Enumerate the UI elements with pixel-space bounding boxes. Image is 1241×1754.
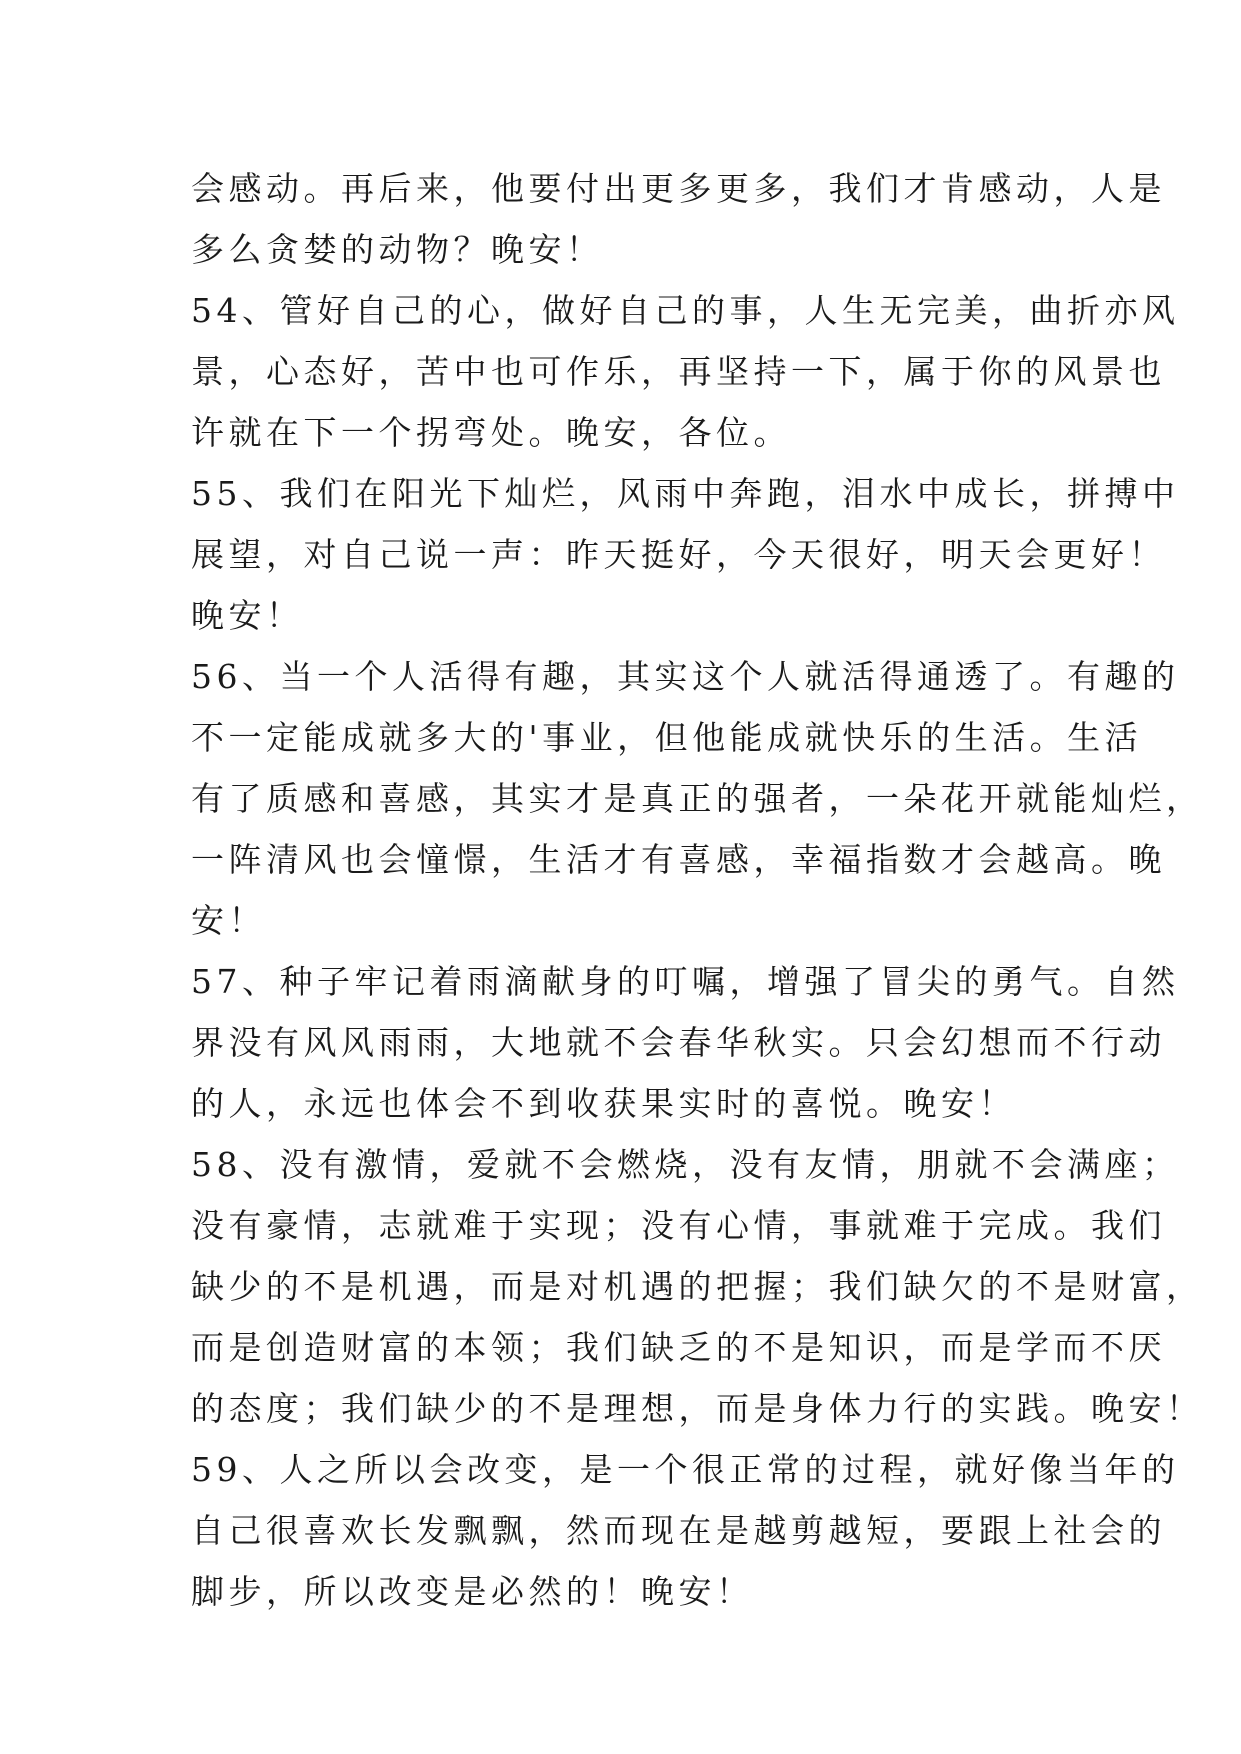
text-line: 多么贪婪的动物？晚安！ (191, 230, 604, 269)
text-line: 安！ (191, 901, 266, 940)
text-line: 的态度；我们缺少的不是理想，而是身体力行的实践。晚安！ (191, 1389, 1204, 1428)
text-line: 的人，永远也体会不到收获果实时的喜悦。晚安！ (191, 1084, 1016, 1123)
text-line: 54、管好自己的心，做好自己的事，人生无完美，曲折亦风 (191, 291, 1180, 330)
text-line: 界没有风风雨雨，大地就不会春华秋实。只会幻想而不行动 (191, 1023, 1166, 1062)
text-line: 57、种子牢记着雨滴献身的叮嘱，增强了冒尖的勇气。自然 (191, 962, 1180, 1001)
text-line: 许就在下一个拐弯处。晚安，各位。 (191, 413, 791, 452)
text-line: 一阵清风也会憧憬，生活才有喜感，幸福指数才会越高。晚 (191, 840, 1166, 879)
text-line: 59、人之所以会改变，是一个很正常的过程，就好像当年的 (191, 1450, 1180, 1489)
text-line: 没有豪情，志就难于实现；没有心情，事就难于完成。我们 (191, 1206, 1166, 1245)
text-line: 不一定能成就多大的'事业，但他能成就快乐的生活。生活 (191, 718, 1143, 757)
text-line: 展望，对自己说一声：昨天挺好，今天很好，明天会更好！ (191, 535, 1166, 574)
document-body (191, 158, 1204, 1622)
text-line: 58、没有激情，爱就不会燃烧，没有友情，朋就不会满座； (191, 1145, 1180, 1184)
text-line: 55、我们在阳光下灿烂，风雨中奔跑，泪水中成长，拼搏中 (191, 474, 1180, 513)
text-line: 自己很喜欢长发飘飘，然而现在是越剪越短，要跟上社会的 (191, 1511, 1166, 1550)
text-line: 而是创造财富的本领；我们缺乏的不是知识，而是学而不厌 (191, 1328, 1166, 1367)
text-line: 晚安！ (191, 596, 304, 635)
text-line: 有了质感和喜感，其实才是真正的强者，一朵花开就能灿烂， (191, 779, 1204, 818)
text-line: 缺少的不是机遇，而是对机遇的把握；我们缺欠的不是财富， (191, 1267, 1204, 1306)
text-line: 会感动。再后来，他要付出更多更多，我们才肯感动，人是 (191, 169, 1166, 208)
text-line: 脚步，所以改变是必然的！晚安！ (191, 1572, 754, 1611)
text-line: 56、当一个人活得有趣，其实这个人就活得通透了。有趣的 (191, 657, 1180, 696)
text-line: 景，心态好，苦中也可作乐，再坚持一下，属于你的风景也 (191, 352, 1166, 391)
